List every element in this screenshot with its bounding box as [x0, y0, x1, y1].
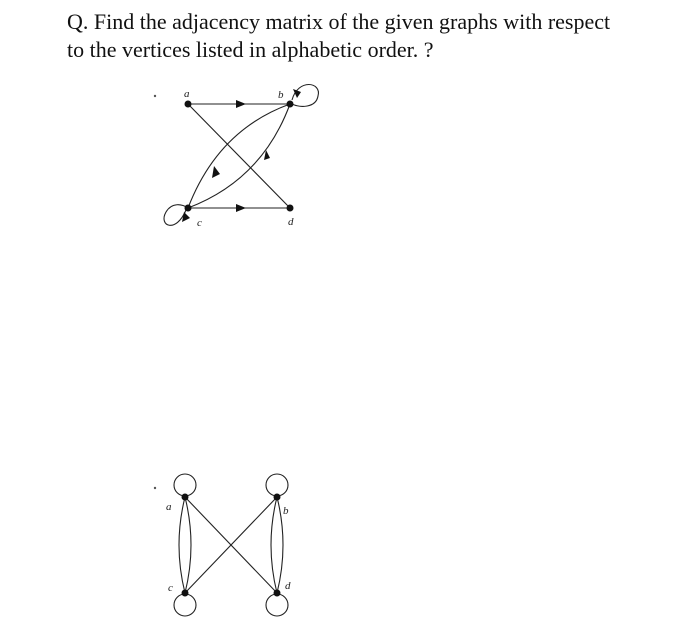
edge-b-d-1: [271, 497, 277, 593]
vertex-b2: [274, 494, 281, 501]
label-d: d: [288, 216, 294, 228]
vertex-a2: [182, 494, 189, 501]
label-d2: d: [285, 580, 291, 592]
question-body: Find the adjacency matrix of the given graphs with respect to the vertices listed in alphabetic order. ?: [67, 9, 611, 62]
vertex-c2: [182, 590, 189, 597]
label-c: c: [197, 217, 202, 229]
label-b: b: [278, 89, 284, 101]
loop-d2: [266, 594, 288, 616]
label-b2: b: [283, 505, 289, 517]
edge-a-c-1: [179, 497, 185, 593]
label-c2: c: [168, 582, 173, 594]
loop-b2: [266, 474, 288, 496]
edge-a-c-2: [185, 497, 191, 593]
label-a: a: [184, 88, 190, 100]
graph2-bullet-mark: [154, 487, 156, 489]
question-prefix: Q.: [67, 9, 89, 34]
loop-a: [174, 474, 196, 496]
loop-c2: [174, 594, 196, 616]
label-a2: a: [166, 501, 172, 513]
vertex-d2: [274, 590, 281, 597]
